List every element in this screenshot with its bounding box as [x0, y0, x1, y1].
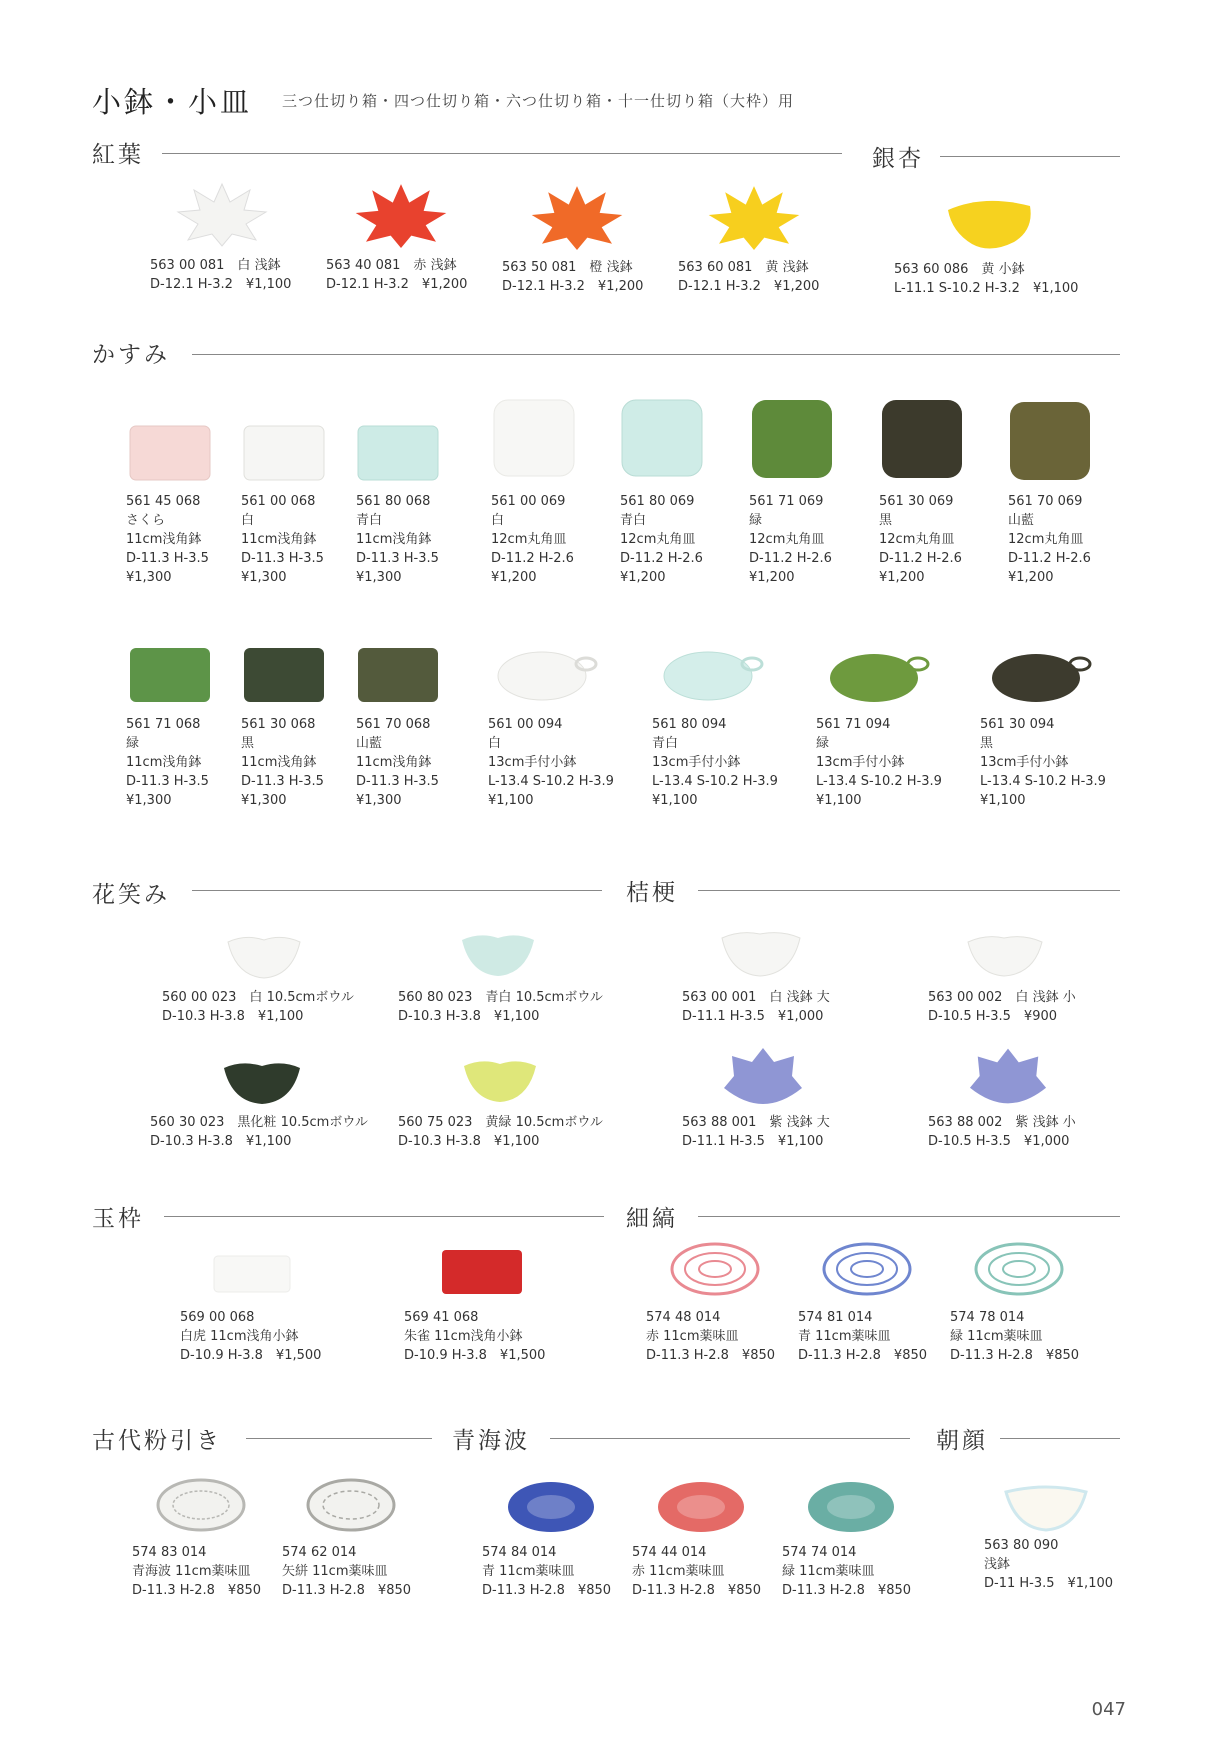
product-caption: 563 00 001 白 浅鉢 大 D-11.1 H-3.5 ¥1,000 [682, 990, 830, 1024]
leaf-dish-image [706, 182, 802, 252]
morning-glory-bowl-image [1004, 1484, 1088, 1532]
product-caption: 574 83 014 青海波 11cm薬味皿 D-11.3 H-2.8 ¥850 [132, 1545, 262, 1598]
striped-plate-image [822, 1242, 912, 1296]
round-square-plate-image [750, 398, 834, 480]
product-caption: 561 70 069 山藍 12cm丸角皿 D-11.2 H-2.6 ¥1,200 [1008, 494, 1091, 585]
section-rule [940, 156, 1120, 157]
wave-plate-image [656, 1480, 746, 1534]
product-caption: 563 60 086 黄 小鉢 L-11.1 S-10.2 H-3.2 ¥1,100 [894, 262, 1079, 296]
bellflower-bowl-image [722, 1046, 804, 1106]
section-kodai: 古代粉引き [92, 1428, 222, 1454]
section-rule [1000, 1438, 1120, 1439]
product-caption: 560 80 023 青白 10.5cmボウル D-10.3 H-3.8 ¥1,100 [398, 990, 603, 1024]
leaf-dish-image [352, 180, 450, 250]
square-bowl-image [356, 646, 440, 704]
ginkgo-dish-image [944, 196, 1034, 252]
patterned-plate-image [306, 1478, 396, 1532]
product-caption: 561 00 068 白 11cm浅角鉢 D-11.3 H-3.5 ¥1,300 [241, 494, 324, 585]
flower-bowl-image [226, 932, 302, 980]
section-rule [162, 153, 842, 154]
handled-bowl-image [988, 648, 1092, 706]
product-caption: 561 30 068 黒 11cm浅角鉢 D-11.3 H-3.5 ¥1,300 [241, 717, 324, 808]
section-rule [698, 890, 1120, 891]
product-caption: 563 88 002 紫 浅鉢 小 D-10.5 H-3.5 ¥1,000 [928, 1115, 1076, 1149]
section-rule [164, 1216, 604, 1217]
handled-bowl-image [660, 648, 764, 704]
bellflower-bowl-image [966, 932, 1044, 978]
product-caption: 561 30 069 黒 12cm丸角皿 D-11.2 H-2.6 ¥1,200 [879, 494, 962, 585]
round-square-plate-image [492, 398, 576, 478]
section-tamawaku: 玉枠 [92, 1206, 144, 1232]
section-rule [192, 890, 602, 891]
product-caption: 561 71 094 緑 13cm手付小鉢 L-13.4 S-10.2 H-3.9 ¥1,100 [816, 717, 942, 808]
flower-bowl-image [460, 930, 536, 978]
product-caption: 560 30 023 黒化粧 10.5cmボウル D-10.3 H-3.8 ¥1,100 [150, 1115, 368, 1149]
section-rule [550, 1438, 910, 1439]
square-bowl-image [128, 424, 212, 482]
product-caption: 560 75 023 黄緑 10.5cmボウル D-10.3 H-3.8 ¥1,100 [398, 1115, 603, 1149]
flower-bowl-image [222, 1058, 302, 1106]
product-caption: 574 81 014 青 11cm薬味皿 D-11.3 H-2.8 ¥850 [798, 1310, 928, 1363]
square-bowl-image [242, 424, 326, 482]
patterned-plate-image [156, 1478, 246, 1532]
wave-plate-image [806, 1480, 896, 1534]
bellflower-bowl-image [720, 928, 802, 978]
striped-plate-image [974, 1242, 1064, 1296]
page-number: 047 [1091, 1699, 1126, 1720]
handled-bowl-image [494, 648, 598, 704]
section-seigaiha: 青海波 [452, 1428, 530, 1454]
round-square-plate-image [880, 398, 964, 480]
product-caption: 561 00 094 白 13cm手付小鉢 L-13.4 S-10.2 H-3.9 ¥1,100 [488, 717, 614, 808]
section-kasumi: かすみ [92, 342, 170, 368]
bellflower-bowl-image [968, 1046, 1048, 1106]
striped-plate-image [670, 1242, 760, 1296]
product-caption: 563 50 081 橙 浅鉢 D-12.1 H-3.2 ¥1,200 [502, 260, 644, 294]
product-caption: 574 44 014 赤 11cm薬味皿 D-11.3 H-2.8 ¥850 [632, 1545, 762, 1598]
product-caption: 561 70 068 山藍 11cm浅角鉢 D-11.3 H-3.5 ¥1,300 [356, 717, 439, 808]
section-rule [246, 1438, 432, 1439]
section-rule [698, 1216, 1120, 1217]
product-caption: 561 45 068 さくら 11cm浅角鉢 D-11.3 H-3.5 ¥1,300 [126, 494, 209, 585]
product-caption: 561 80 069 青白 12cm丸角皿 D-11.2 H-2.6 ¥1,200 [620, 494, 703, 585]
section-hosojima: 細縞 [626, 1206, 678, 1232]
product-caption: 574 78 014 緑 11cm薬味皿 D-11.3 H-2.8 ¥850 [950, 1310, 1080, 1363]
flower-bowl-image [462, 1056, 538, 1104]
leaf-dish-image [176, 180, 268, 248]
round-square-plate-image [1008, 400, 1092, 482]
product-caption: 563 40 081 赤 浅鉢 D-12.1 H-3.2 ¥1,200 [326, 258, 468, 292]
wave-plate-image [506, 1480, 596, 1534]
product-caption: 561 71 069 緑 12cm丸角皿 D-11.2 H-2.6 ¥1,200 [749, 494, 832, 585]
product-caption: 569 41 068 朱雀 11cm浅角小鉢 D-10.9 H-3.8 ¥1,500 [404, 1310, 546, 1363]
product-caption: 560 00 023 白 10.5cmボウル D-10.3 H-3.8 ¥1,100 [162, 990, 354, 1024]
leaf-dish-image [528, 182, 626, 252]
product-caption: 574 48 014 赤 11cm薬味皿 D-11.3 H-2.8 ¥850 [646, 1310, 776, 1363]
product-caption: 569 00 068 白虎 11cm浅角小鉢 D-10.9 H-3.8 ¥1,500 [180, 1310, 322, 1363]
product-caption: 561 30 094 黒 13cm手付小鉢 L-13.4 S-10.2 H-3.9 ¥1,100 [980, 717, 1106, 808]
section-rule [192, 354, 1120, 355]
handled-bowl-image [826, 648, 930, 706]
page-title: 小鉢・小皿 [92, 85, 253, 119]
section-hanaemi: 花笑み [92, 882, 170, 908]
square-bowl-image [242, 646, 326, 704]
page-subtitle: 三つ仕切り箱・四つ仕切り箱・六つ仕切り箱・十一仕切り箱（大枠）用 [282, 92, 795, 110]
product-caption: 563 00 002 白 浅鉢 小 D-10.5 H-3.5 ¥900 [928, 990, 1076, 1024]
product-caption: 574 84 014 青 11cm薬味皿 D-11.3 H-2.8 ¥850 [482, 1545, 612, 1598]
product-caption: 563 88 001 紫 浅鉢 大 D-11.1 H-3.5 ¥1,100 [682, 1115, 830, 1149]
section-asagao: 朝顔 [936, 1428, 988, 1454]
product-caption: 563 80 090 浅鉢 D-11 H-3.5 ¥1,100 [984, 1538, 1114, 1591]
product-caption: 561 80 068 青白 11cm浅角鉢 D-11.3 H-3.5 ¥1,300 [356, 494, 439, 585]
section-icho: 銀杏 [872, 146, 924, 172]
square-bowl-image [128, 646, 212, 704]
section-koyo: 紅葉 [92, 142, 144, 168]
product-caption: 561 80 094 青白 13cm手付小鉢 L-13.4 S-10.2 H-3.9 ¥1,100 [652, 717, 778, 808]
product-caption: 561 71 068 緑 11cm浅角鉢 D-11.3 H-3.5 ¥1,300 [126, 717, 209, 808]
product-caption: 563 00 081 白 浅鉢 D-12.1 H-3.2 ¥1,100 [150, 258, 292, 292]
product-caption: 574 74 014 緑 11cm薬味皿 D-11.3 H-2.8 ¥850 [782, 1545, 912, 1598]
round-square-plate-image [620, 398, 704, 478]
product-caption: 563 60 081 黄 浅鉢 D-12.1 H-3.2 ¥1,200 [678, 260, 820, 294]
square-dish-image [212, 1250, 292, 1296]
product-caption: 574 62 014 矢絣 11cm薬味皿 D-11.3 H-2.8 ¥850 [282, 1545, 412, 1598]
section-kikyo: 桔梗 [626, 880, 678, 906]
square-dish-image [440, 1246, 524, 1298]
square-bowl-image [356, 424, 440, 482]
product-caption: 561 00 069 白 12cm丸角皿 D-11.2 H-2.6 ¥1,200 [491, 494, 574, 585]
